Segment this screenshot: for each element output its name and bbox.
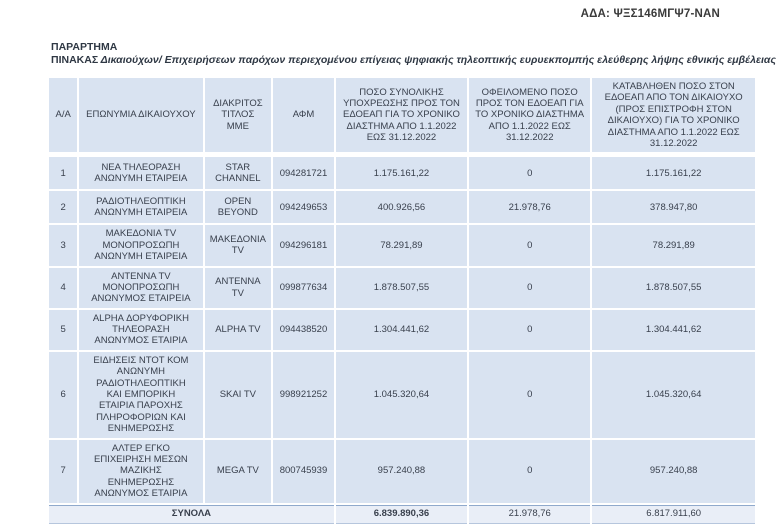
table-row bbox=[49, 440, 755, 503]
cell-afm: 094249653 bbox=[273, 191, 334, 223]
cell-paid: 1.175.161,22 bbox=[592, 157, 755, 189]
table-row bbox=[49, 310, 755, 350]
totals-obligation: 6.839.890,36 bbox=[336, 505, 467, 524]
cell-owed: 0 bbox=[469, 310, 590, 350]
cell-obligation: 1.304.441,62 bbox=[336, 310, 467, 350]
cell-paid: 1.878.507,55 bbox=[592, 268, 755, 308]
table-subtitle bbox=[51, 54, 776, 66]
cell-media-title: MEGA TV bbox=[205, 440, 272, 503]
cell-company-name: ΝΕΑ ΤΗΛΕΟΡΑΣΗ ΑΝΩΝΥΜΗ ΕΤΑΙΡΕΙΑ bbox=[79, 157, 202, 189]
cell-company-name: ΑΛΤΕΡ ΕΓΚΟ ΕΠΙΧΕΙΡΗΣΗ ΜΕΣΩΝ ΜΑΖΙΚΗΣ ΕΝΗΜΕΡΩΣΗΣ ΑΝΩΝΥΜΟΣ ΕΤΑΙΡΙΑ bbox=[79, 440, 202, 503]
cell-afm: 998921252 bbox=[273, 352, 334, 438]
cell-owed: 0 bbox=[469, 157, 590, 189]
cell-owed: 21.978,76 bbox=[469, 191, 590, 223]
cell-afm: 099877634 bbox=[273, 268, 334, 308]
table-row bbox=[49, 352, 755, 438]
cell-media-title: ANTENNA TV bbox=[205, 268, 272, 308]
cell-aa: 5 bbox=[49, 310, 77, 350]
cell-company-name: ANTENNA TV ΜΟΝΟΠΡΟΣΩΠΗ ΑΝΩΝΥΜΟΣ ΕΤΑΙΡΕΙΑ bbox=[79, 268, 202, 308]
col-header-paid-amount: ΚΑΤΑΒΛΗΘΕΝ ΠΟΣΟ ΣΤΟΝ ΕΔΟΕΑΠ ΑΠΟ ΤΟΝ ΔΙΚΑΙΟΥΧΟ (ΠΡΟΣ ΕΠΙΣΤΡΟΦΗ ΣΤΟΝ ΔΙΚΑΙΟΥΧΟ) ΓΙΑ ΤΟ ΧΡΟΝΙΚΟ ΔΙΑΣΤΗΜΑ ΑΠΟ 1.1.2022 ΕΩΣ 31.12.2022 bbox=[592, 78, 755, 155]
cell-owed: 0 bbox=[469, 352, 590, 438]
cell-afm: 094438520 bbox=[273, 310, 334, 350]
cell-obligation: 1.045.320,64 bbox=[336, 352, 467, 438]
cell-paid: 957.240,88 bbox=[592, 440, 755, 503]
col-header-afm: ΑΦΜ bbox=[273, 78, 334, 155]
cell-paid: 378.947,80 bbox=[592, 191, 755, 223]
cell-aa: 3 bbox=[49, 225, 77, 265]
cell-media-title: SKAI TV bbox=[205, 352, 272, 438]
cell-paid: 1.045.320,64 bbox=[592, 352, 755, 438]
table-row bbox=[49, 225, 755, 265]
col-header-company-name: ΕΠΩΝΥΜΙΑ ΔΙΚΑΙΟΥΧΟΥ bbox=[79, 78, 202, 155]
totals-row bbox=[49, 505, 755, 524]
table-row bbox=[49, 191, 755, 223]
beneficiaries-table-wrap bbox=[47, 76, 759, 526]
cell-obligation: 78.291,89 bbox=[336, 225, 467, 265]
cell-aa: 2 bbox=[49, 191, 77, 223]
annex-heading: ΠΑΡΑΡΤΗΜΑ bbox=[51, 41, 118, 53]
col-header-media-title: ΔΙΑΚΡΙΤΟΣ ΤΙΤΛΟΣ ΜΜΕ bbox=[205, 78, 272, 155]
cell-aa: 7 bbox=[49, 440, 77, 503]
cell-obligation: 400.926,56 bbox=[336, 191, 467, 223]
cell-aa: 6 bbox=[49, 352, 77, 438]
col-header-aa: Α/Α bbox=[49, 78, 77, 155]
subtitle-description: Δικαιούχων/ Επιχειρήσεων παρόχων περιεχομένου επίγειας ψηφιακής τηλεοπτικής ευρυεκπομπής ελεύθερης λήψης εθνικής εμβέλειας bbox=[98, 54, 776, 66]
table-row bbox=[49, 268, 755, 308]
cell-company-name: ALPHA ΔΟΡΥΦΟΡΙΚΗ ΤΗΛΕΟΡΑΣΗ ΑΝΩΝΥΜΟΣ ΕΤΑΙΡΙΑ bbox=[79, 310, 202, 350]
cell-media-title: OPEN BEYOND bbox=[205, 191, 272, 223]
cell-paid: 1.304.441,62 bbox=[592, 310, 755, 350]
ada-number: ΑΔΑ: ΨΞΣ146ΜΓΨ7-ΝΑΝ bbox=[580, 8, 720, 20]
cell-company-name: ΡΑΔΙΟΤΗΛΕΟΠΤΙΚΗ ΑΝΩΝΥΜΗ ΕΤΑΙΡΕΙΑ bbox=[79, 191, 202, 223]
cell-obligation: 957.240,88 bbox=[336, 440, 467, 503]
subtitle-prefix: ΠΙΝΑΚΑΣ bbox=[51, 54, 99, 66]
cell-media-title: STAR CHANNEL bbox=[205, 157, 272, 189]
cell-paid: 78.291,89 bbox=[592, 225, 755, 265]
cell-afm: 094296181 bbox=[273, 225, 334, 265]
col-header-owed-amount: ΟΦΕΙΛΟΜΕΝΟ ΠΟΣΟ ΠΡΟΣ ΤΟΝ ΕΔΟΕΑΠ ΓΙΑ ΤΟ ΧΡΟΝΙΚΟ ΔΙΑΣΤΗΜΑ ΑΠΟ 1.1.2022 ΕΩΣ 31.12.2022 bbox=[469, 78, 590, 155]
cell-obligation: 1.878.507,55 bbox=[336, 268, 467, 308]
cell-company-name: ΕΙΔΗΣΕΙΣ ΝΤΟΤ ΚΟΜ ΑΝΩΝΥΜΗ ΡΑΔΙΟΤΗΛΕΟΠΤΙΚΗ ΚΑΙ ΕΜΠΟΡΙΚΗ ΕΤΑΙΡΙΑ ΠΑΡΟΧΗΣ ΠΛΗΡΟΦΟΡΙΩΝ ΚΑΙ ΕΝΗΜΕΡΩΣΗΣ bbox=[79, 352, 202, 438]
cell-owed: 0 bbox=[469, 440, 590, 503]
cell-afm: 800745939 bbox=[273, 440, 334, 503]
cell-owed: 0 bbox=[469, 268, 590, 308]
col-header-total-obligation: ΠΟΣΟ ΣΥΝΟΛΙΚΗΣ ΥΠΟΧΡΕΩΣΗΣ ΠΡΟΣ ΤΟΝ ΕΔΟΕΑΠ ΓΙΑ ΤΟ ΧΡΟΝΙΚΟ ΔΙΑΣΤΗΜΑ ΑΠΟ 1.1.2022 ΕΩΣ 31.12.2022 bbox=[336, 78, 467, 155]
cell-afm: 094281721 bbox=[273, 157, 334, 189]
cell-obligation: 1.175.161,22 bbox=[336, 157, 467, 189]
cell-media-title: ALPHA TV bbox=[205, 310, 272, 350]
table-row bbox=[49, 157, 755, 189]
totals-label: ΣΥΝΟΛΑ bbox=[49, 505, 334, 524]
cell-aa: 1 bbox=[49, 157, 77, 189]
totals-owed: 21.978,76 bbox=[469, 505, 590, 524]
totals-paid: 6.817.911,60 bbox=[592, 505, 755, 524]
header-row bbox=[49, 78, 755, 155]
cell-owed: 0 bbox=[469, 225, 590, 265]
cell-aa: 4 bbox=[49, 268, 77, 308]
beneficiaries-table bbox=[47, 76, 757, 526]
cell-company-name: ΜΑΚΕΔΟΝΙΑ TV ΜΟΝΟΠΡΟΣΩΠΗ ΑΝΩΝΥΜΗ ΕΤΑΙΡΕΙΑ bbox=[79, 225, 202, 265]
cell-media-title: ΜΑΚΕΔΟΝΙΑ TV bbox=[205, 225, 272, 265]
